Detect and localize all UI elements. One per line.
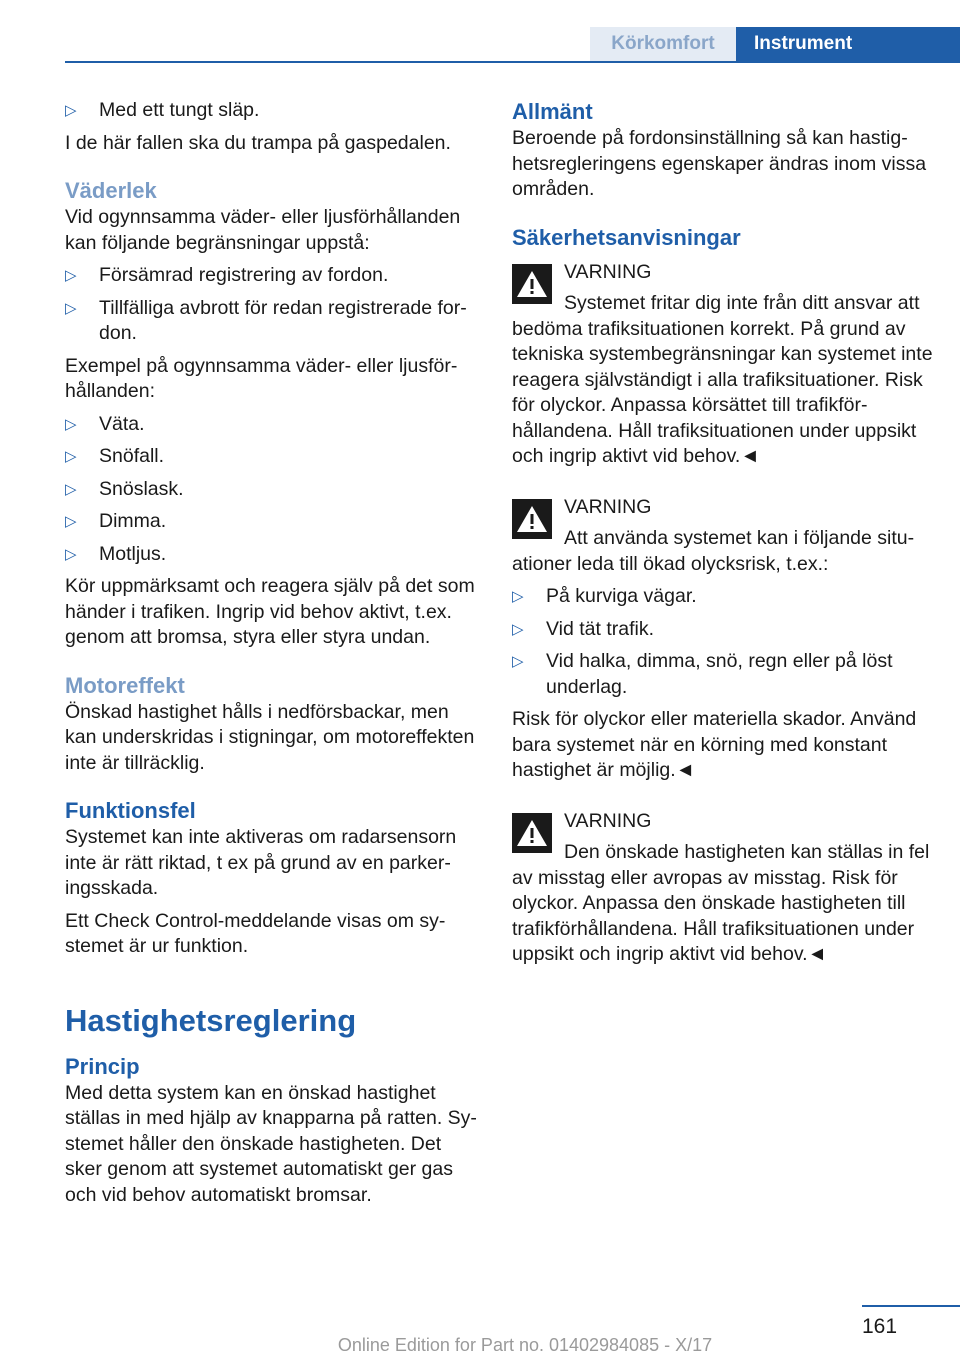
paragraph-malfunction-1: Systemet kan inte aktiveras om radarsensorn inte är rätt riktad, t ex på grund av en parkeringsskada. [65,826,457,899]
header-tab-instrument-label: Instrument [754,33,853,54]
list-risk-situations [512,584,934,700]
paragraph-principle: Med detta system kan en önskad hastighet ställas in med hjälp av knapparna på ratten. Systemet håller den önskade hastigheten. Det sker genom att systemet automatiskt ger gas och vid behov automatiskt bromsar. [65,1081,477,1206]
list-item: ▷ På kurviga vägar. [512,584,934,610]
triangle-bullet-icon: ▷ [65,513,77,530]
list-item: ▷ Försämrad registrering av fordon. [65,263,483,289]
header-tab-korkomfort[interactable] [590,27,736,61]
paragraph-examples: Exempel på ogynnsamma väder- eller ljusförhållanden: [65,354,458,402]
warning-text: Att använda systemet kan i följande situationer leda till ökad olycksrisk, t.ex.: [512,527,915,575]
heading-weather: Väderlek [65,178,157,203]
warning-title: VARNING [564,495,652,518]
list-item: ▷ Vid tät trafik. [512,617,934,643]
warning-triangle-icon [512,499,552,539]
warning-block-1 [512,260,934,470]
triangle-bullet-icon: ▷ [65,102,77,119]
heading-principle: Princip [65,1053,140,1079]
warning-block-3 [512,809,934,968]
warning-title: VARNING [564,260,652,283]
list-item: ▷ Snöfall. [65,444,483,470]
list-limitations [65,263,483,347]
triangle-bullet-icon: ▷ [65,480,77,498]
warning-text-after: Risk för olyckor eller materiella skador. Använd bara systemet när en körning med konstant hastighet är möjlig.◄ [512,708,917,781]
warning-block-2 [512,495,934,784]
paragraph-weather: Vid ogynnsamma väder- eller ljusförhållanden kan följande begränsningar uppstå: [65,206,461,254]
header-tab-instrument[interactable] [736,27,960,61]
heading-general: Allmänt [512,99,593,124]
list-item: ▷ Med ett tungt släp. [65,98,483,124]
triangle-bullet-icon: ▷ [65,267,77,284]
paragraph-malfunction-2: Ett Check Control-meddelande visas om systemet är ur funktion. [65,909,446,957]
right-column [512,98,934,975]
list-item: ▷ Vid halka, dimma, snö, regn eller på löst underlag. [512,650,893,698]
paragraph-gas: I de här fallen ska du trampa på gaspedalen. [65,131,451,154]
list-item: ▷ Snöslask. [65,477,483,503]
chapter-title: Hastighetsreglering [65,1002,357,1038]
warning-title: VARNING [564,809,652,832]
list-item: ▷ Dimma. [65,509,483,535]
list-item: ▷ Väta. [65,412,483,438]
left-column [65,98,483,1215]
triangle-bullet-icon: ▷ [512,588,524,605]
triangle-bullet-icon: ▷ [512,620,524,638]
triangle-bullet-icon: ▷ [65,545,77,563]
triangle-bullet-icon: ▷ [65,299,77,317]
warning-text: Den önskade hastigheten kan ställas in fel av misstag eller avropas av misstag. Risk för olyckor. Anpassa den önskade hastigheten till trafikförhållandena. Håll trafiksituationen under uppsikt och ingrip aktivt vid behov.◄ [512,841,930,965]
warning-triangle-icon [512,264,552,304]
footer-divider [862,1305,960,1307]
edition-note: Online Edition for Part no. 01402984085 - X/17 [337,1335,713,1355]
triangle-bullet-icon: ▷ [65,448,77,465]
paragraph-engine-power: Önskad hastighet hålls i nedförsbackar, men kan underskridas i stigningar, om motoreffekten inte är tillräcklig. [65,700,475,774]
page-number: 161 [862,1315,898,1338]
heading-engine-power: Motoreffekt [65,672,185,698]
heading-safety: Säkerhetsanvisningar [512,224,741,250]
list-item: ▷ Motljus. [65,542,483,568]
triangle-bullet-icon: ▷ [512,653,524,670]
header-divider [65,61,960,63]
triangle-bullet-icon: ▷ [65,415,77,433]
heading-malfunction: Funktionsfel [65,798,196,823]
paragraph-general: Beroende på fordonsinställning så kan hastighetsregleringens egenskaper ändras inom vissa områden. [512,127,927,200]
header-tab-korkomfort-label: Körkomfort [611,33,715,54]
paragraph-drive-attentively: Kör uppmärksamt och reagera själv på det som händer i trafiken. Ingrip vid behov aktivt, t.ex. genom att bromsa, styra eller styra undan. [65,575,475,648]
list-weather-examples [65,412,483,568]
warning-text: Systemet fritar dig inte från ditt ansvar att bedöma trafiksituationen korrekt. På grund av tekniska systembegränsningar kan systemet inte reagera självständigt i alla trafiksituationer. Risk för olyckor. Anpassa körsättet till trafikförhållandena. Håll trafiksituationen under uppsikt och ingrip aktivt vid behov.◄ [512,292,933,467]
list-towing [65,98,483,124]
list-item: ▷ Tillfälliga avbrott för redan registrerade fordon. [65,296,467,344]
warning-triangle-icon [512,813,552,853]
